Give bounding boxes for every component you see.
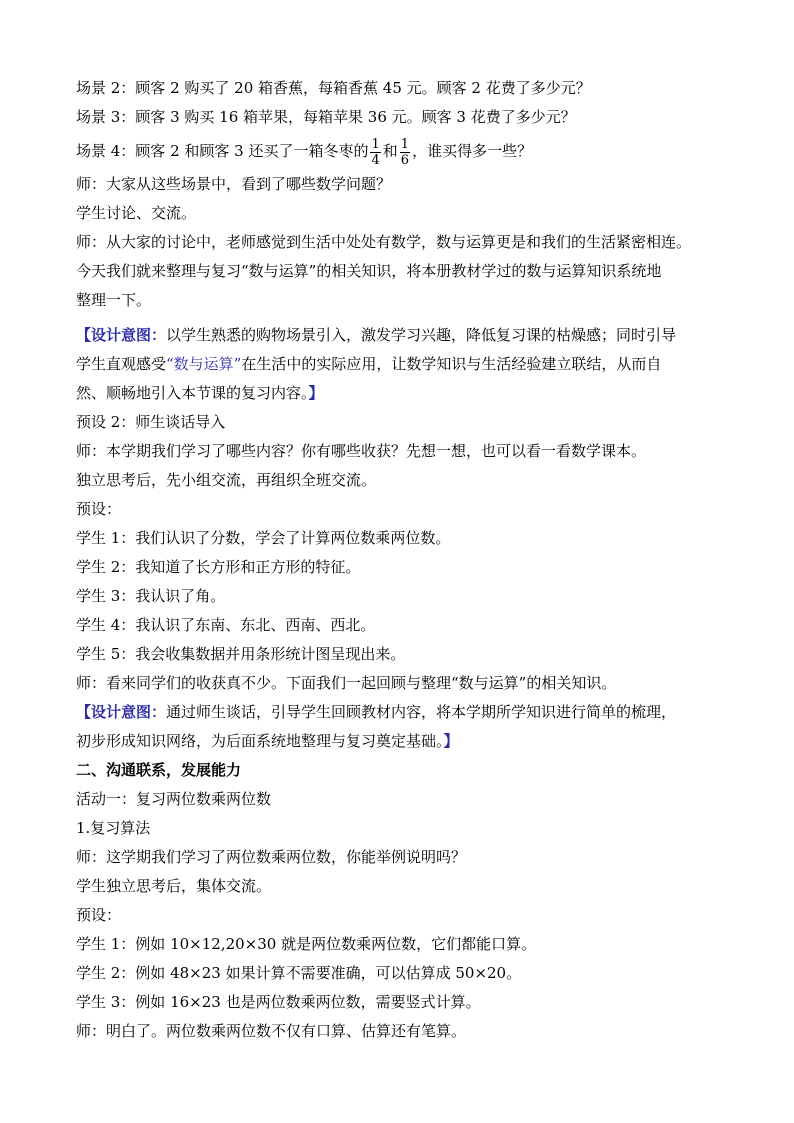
teacher-summary: 师：看来同学们的收获真不少。下面我们一起回顾与整理“数与运算”的相关知识。: [76, 674, 617, 692]
design-intent-1-line-1: 以学生熟悉的购物场景引入，激发学习兴趣，降低复习课的枯燥感；同时引导: [166, 326, 677, 344]
teacher-paragraph-line-2: 今天我们就来整理与复习“数与运算”的相关知识，将本册教材学过的数与运算知识系统地: [76, 262, 662, 280]
preset-label: 预设：: [76, 500, 122, 518]
preset-label-2: 预设：: [76, 906, 122, 924]
teacher-question-1: 师：大家从这些场景中，看到了哪些数学问题？: [76, 175, 392, 193]
review-algorithm-heading: 1.复习算法: [76, 819, 151, 837]
fraction-one-quarter: [370, 137, 380, 168]
think-and-collective-share: 学生独立思考后，集体交流。: [76, 877, 272, 895]
design-intent-label: 【设计意图：: [76, 326, 167, 344]
activity-1-heading: 活动一：复习两位数乘两位数: [76, 790, 272, 808]
teacher-question-2: 师：本学期我们学习了哪些内容？你有哪些收获？先想一想，也可以看一看数学课本。: [76, 442, 647, 460]
student-answer-5: 学生 5：我会收集数据并用条形统计图呈现出来。: [76, 645, 406, 663]
design-intent-2: [76, 698, 736, 756]
student-example-3: 学生 3：例如 16×23 也是两位数乘两位数，需要竖式计算。: [76, 993, 481, 1011]
preset-2-heading: 预设 2：师生谈话导入: [76, 413, 226, 431]
design-intent-1-quote: “数与运算”: [166, 355, 242, 373]
student-answer-3: 学生 3：我认识了角。: [76, 587, 226, 605]
design-intent-1: [76, 321, 736, 408]
fraction-denominator: 4: [371, 152, 380, 168]
design-intent-2-line-1: 通过师生谈话，引导学生回顾教材内容，将本学期所学知识进行简单的梳理，: [166, 703, 677, 721]
student-answer-1: 学生 1：我们认识了分数，学会了计算两位数乘两位数。: [76, 529, 451, 547]
design-intent-2-line-2: 初步形成知识网络，为后面系统地整理与复习奠定基础。: [76, 732, 444, 750]
section-2-heading: 二、沟通联系，发展能力: [76, 761, 242, 779]
student-discussion: 学生讨论、交流。: [76, 204, 197, 222]
teacher-paragraph-line-3: 整理一下。: [76, 291, 152, 309]
student-example-1: 学生 1：例如 10×12,20×30 就是两位数乘两位数，它们都能口算。: [76, 935, 537, 953]
scene-3-text: 场景 3：顾客 3 购买 16 箱苹果，每箱苹果 36 元。顾客 3 花费了多少元？: [76, 108, 576, 126]
think-and-share: 独立思考后，先小组交流，再组织全班交流。: [76, 471, 377, 489]
student-answer-2: 学生 2：我知道了长方形和正方形的特征。: [76, 558, 361, 576]
scene-4-suffix: ，谁买得多一些？: [412, 142, 533, 160]
design-intent-label: 【设计意图：: [76, 703, 167, 721]
fraction-numerator: 1: [371, 136, 380, 152]
teacher-paragraph-line-1: 师：从大家的讨论中，老师感觉到生活中处处有数学，数与运算更是和我们的生活紧密相连。: [76, 233, 692, 251]
scene-2-text: 场景 2：顾客 2 购买了 20 箱香蕉，每箱香蕉 45 元。顾客 2 花费了多少元？: [76, 79, 591, 97]
document-content: [76, 74, 736, 1046]
student-answer-4: 学生 4：我认识了东南、东北、西南、西北。: [76, 616, 376, 634]
teacher-question-3: 师：这学期我们学习了两位数乘两位数，你能举例说明吗？: [76, 848, 467, 866]
design-intent-close-bracket: 】: [308, 384, 324, 402]
design-intent-close-bracket: 】: [443, 732, 459, 750]
design-intent-1-line-3: 然、顺畅地引入本节课的复习内容。: [76, 384, 309, 402]
fraction-denominator: 6: [400, 152, 410, 168]
teacher-final-remark: 师：明白了。两位数乘两位数不仅有口算、估算还有笔算。: [76, 1022, 467, 1040]
design-intent-1-line-2-pre: 学生直观感受: [76, 355, 167, 373]
design-intent-1-line-2-post: 在生活中的实际应用，让数学知识与生活经验建立联结，从而自: [241, 355, 662, 373]
fraction-numerator: 1: [400, 136, 410, 152]
scene-4-text: [76, 132, 736, 170]
fraction-one-sixth: [400, 137, 410, 168]
scene-4-middle: 和: [382, 142, 398, 160]
student-example-2: 学生 2：例如 48×23 如果计算不需要准确，可以估算成 50×20。: [76, 964, 522, 982]
scene-4-prefix: 场景 4：顾客 2 和顾客 3 还买了一箱冬枣的: [76, 142, 369, 160]
